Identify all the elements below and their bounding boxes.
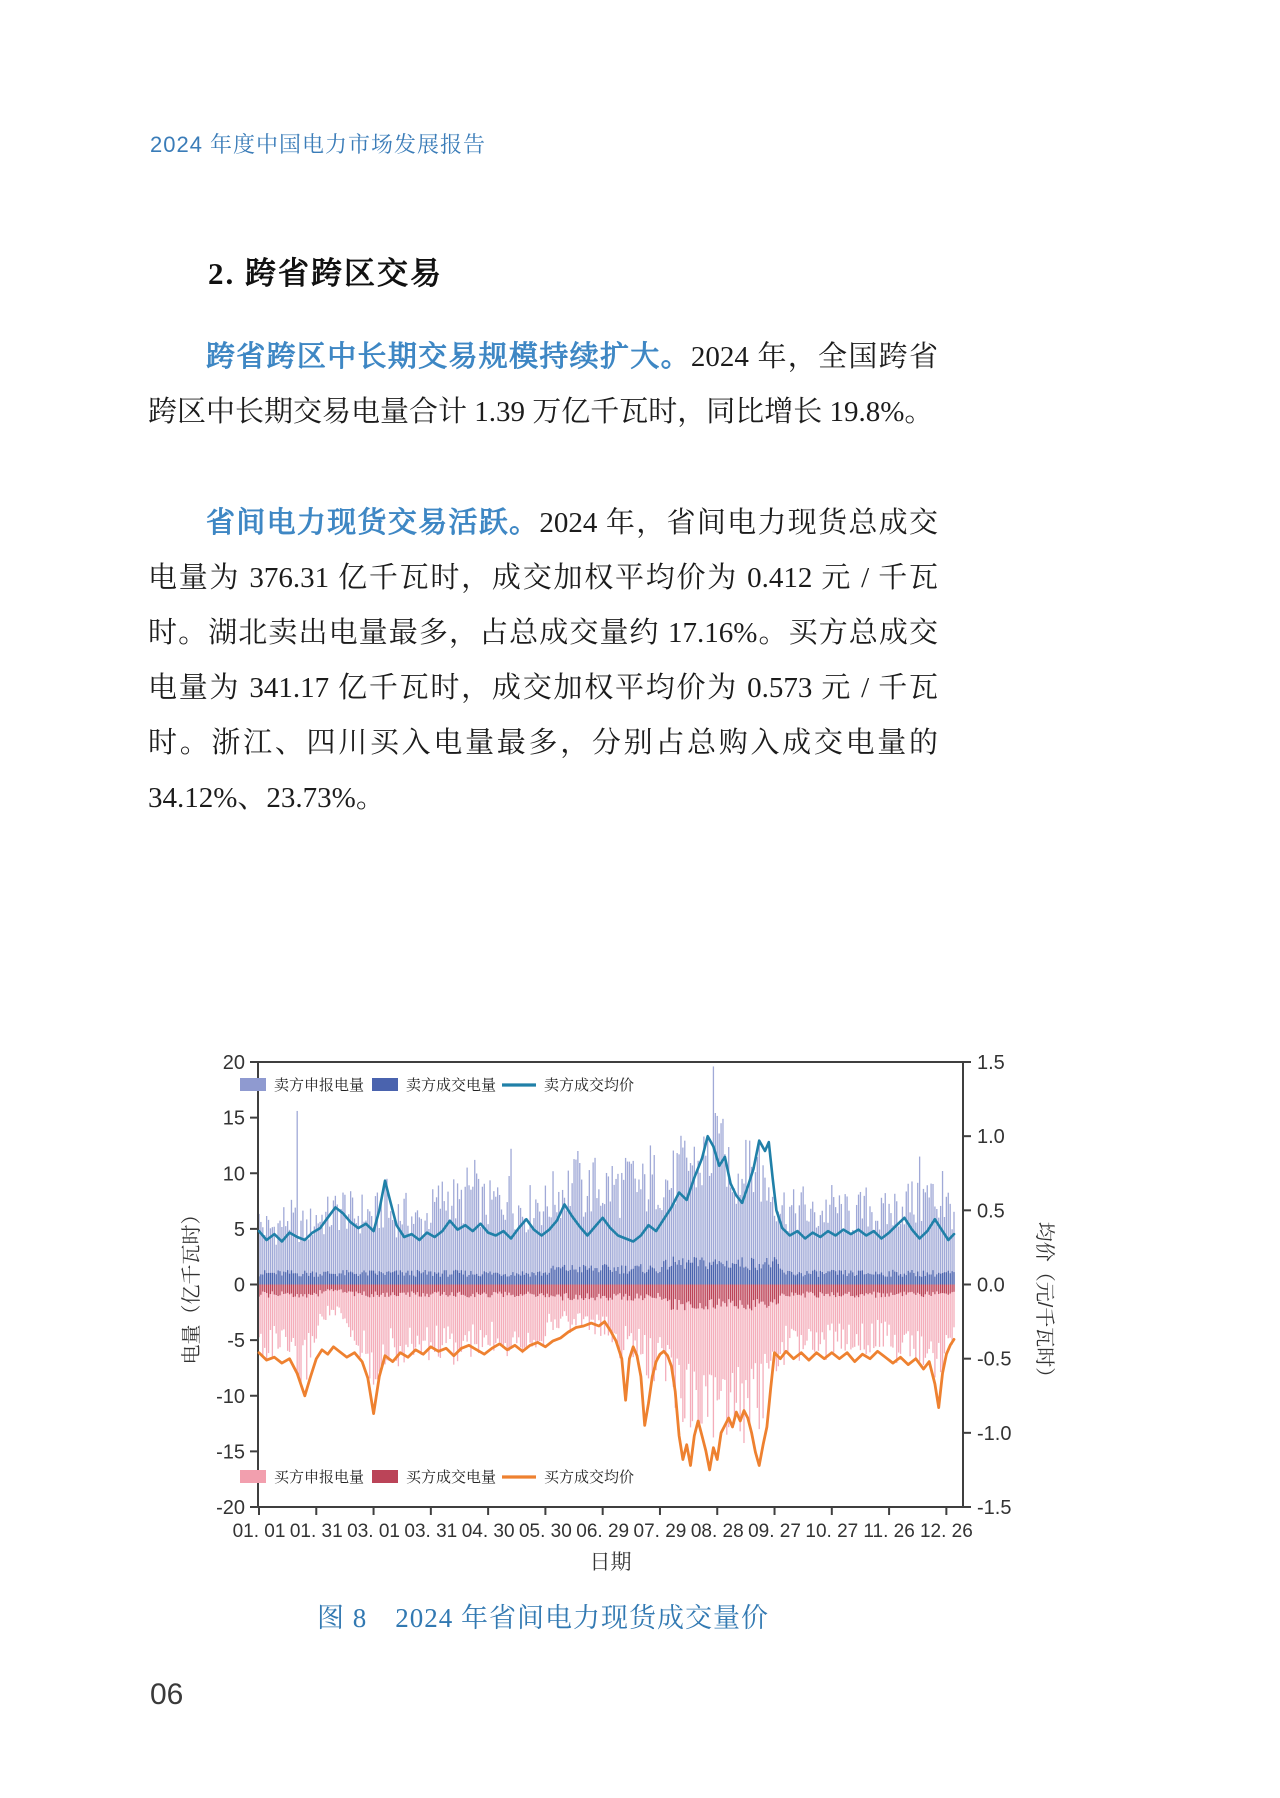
paragraph-2	[148, 496, 938, 826]
paragraph-2-lead: 省间电力现货交易活跃。	[206, 507, 540, 539]
svg-text:04. 30: 04. 30	[461, 1521, 515, 1542]
svg-text:5: 5	[233, 1218, 245, 1241]
svg-text:电量（亿千瓦时）: 电量（亿千瓦时）	[181, 1204, 203, 1365]
figure-caption: 图 8 2024 年省间电力现货成交量价	[317, 1603, 769, 1633]
svg-text:03. 01: 03. 01	[347, 1521, 400, 1542]
paragraph-1	[148, 330, 938, 440]
svg-text:11. 26: 11. 26	[863, 1521, 915, 1542]
svg-text:-15: -15	[216, 1441, 245, 1464]
svg-text:卖方成交电量: 卖方成交电量	[406, 1077, 497, 1094]
svg-text:买方成交电量: 买方成交电量	[406, 1469, 497, 1486]
document-header: 2024 年度中国电力市场发展报告	[150, 132, 487, 157]
svg-text:08. 28: 08. 28	[690, 1521, 744, 1542]
svg-text:1.0: 1.0	[977, 1126, 1005, 1149]
svg-text:01. 01: 01. 01	[232, 1521, 286, 1542]
section-heading: 2. 跨省跨区交易	[208, 256, 443, 291]
svg-text:01. 31: 01. 31	[289, 1521, 343, 1542]
svg-text:买方成交均价: 买方成交均价	[544, 1469, 635, 1486]
svg-text:1.5: 1.5	[977, 1052, 1005, 1074]
svg-text:10. 27: 10. 27	[805, 1521, 859, 1542]
svg-text:03. 31: 03. 31	[404, 1521, 458, 1542]
svg-text:06. 29: 06. 29	[576, 1521, 630, 1542]
svg-text:-1.5: -1.5	[977, 1497, 1012, 1519]
svg-text:买方申报电量: 买方申报电量	[274, 1469, 365, 1486]
svg-text:日期: 日期	[589, 1551, 632, 1574]
svg-text:-0.5: -0.5	[977, 1348, 1012, 1371]
svg-text:卖方成交均价: 卖方成交均价	[544, 1077, 635, 1094]
chart-svg	[140, 1020, 1100, 1580]
svg-text:均价（元/千瓦时）: 均价（元/千瓦时）	[1033, 1221, 1055, 1388]
svg-text:0.5: 0.5	[977, 1200, 1005, 1223]
paragraph-2-body: 2024 年，省间电力现货总成交电量为 376.31 亿千瓦时，成交加权平均价为 0.412 元 / 千瓦时。湖北卖出电量最多，占总成交量约 17.16%。买方总成交电量为 341.17 亿千瓦时，成交加权平均价为 0.573 元 / 千瓦时。浙江、四川买入电量最多，分别占总购入成交电量的 34.12%、23.73%。	[148, 507, 938, 814]
paragraph-1-body: 2024 年，全国跨省跨区中长期交易电量合计 1.39 万亿千瓦时，同比增长 19.8%。	[148, 341, 938, 428]
paragraph-1-lead: 跨省跨区中长期交易规模持续扩大。	[206, 341, 691, 373]
svg-text:-1.0: -1.0	[977, 1422, 1012, 1445]
svg-text:09. 27: 09. 27	[748, 1521, 801, 1542]
page-number: 06	[150, 1678, 184, 1711]
svg-text:20: 20	[222, 1052, 245, 1074]
svg-text:0: 0	[233, 1274, 245, 1297]
svg-text:12. 26: 12. 26	[919, 1521, 973, 1542]
svg-text:07. 29: 07. 29	[633, 1521, 687, 1542]
svg-text:-20: -20	[216, 1497, 245, 1519]
svg-text:10: 10	[222, 1163, 245, 1186]
figure-chart	[140, 1020, 1100, 1580]
svg-text:-10: -10	[216, 1385, 245, 1408]
svg-text:-5: -5	[227, 1330, 245, 1353]
svg-text:05. 30: 05. 30	[518, 1521, 572, 1542]
svg-text:卖方申报电量: 卖方申报电量	[274, 1077, 365, 1094]
svg-text:15: 15	[222, 1107, 245, 1130]
svg-text:0.0: 0.0	[977, 1274, 1005, 1297]
